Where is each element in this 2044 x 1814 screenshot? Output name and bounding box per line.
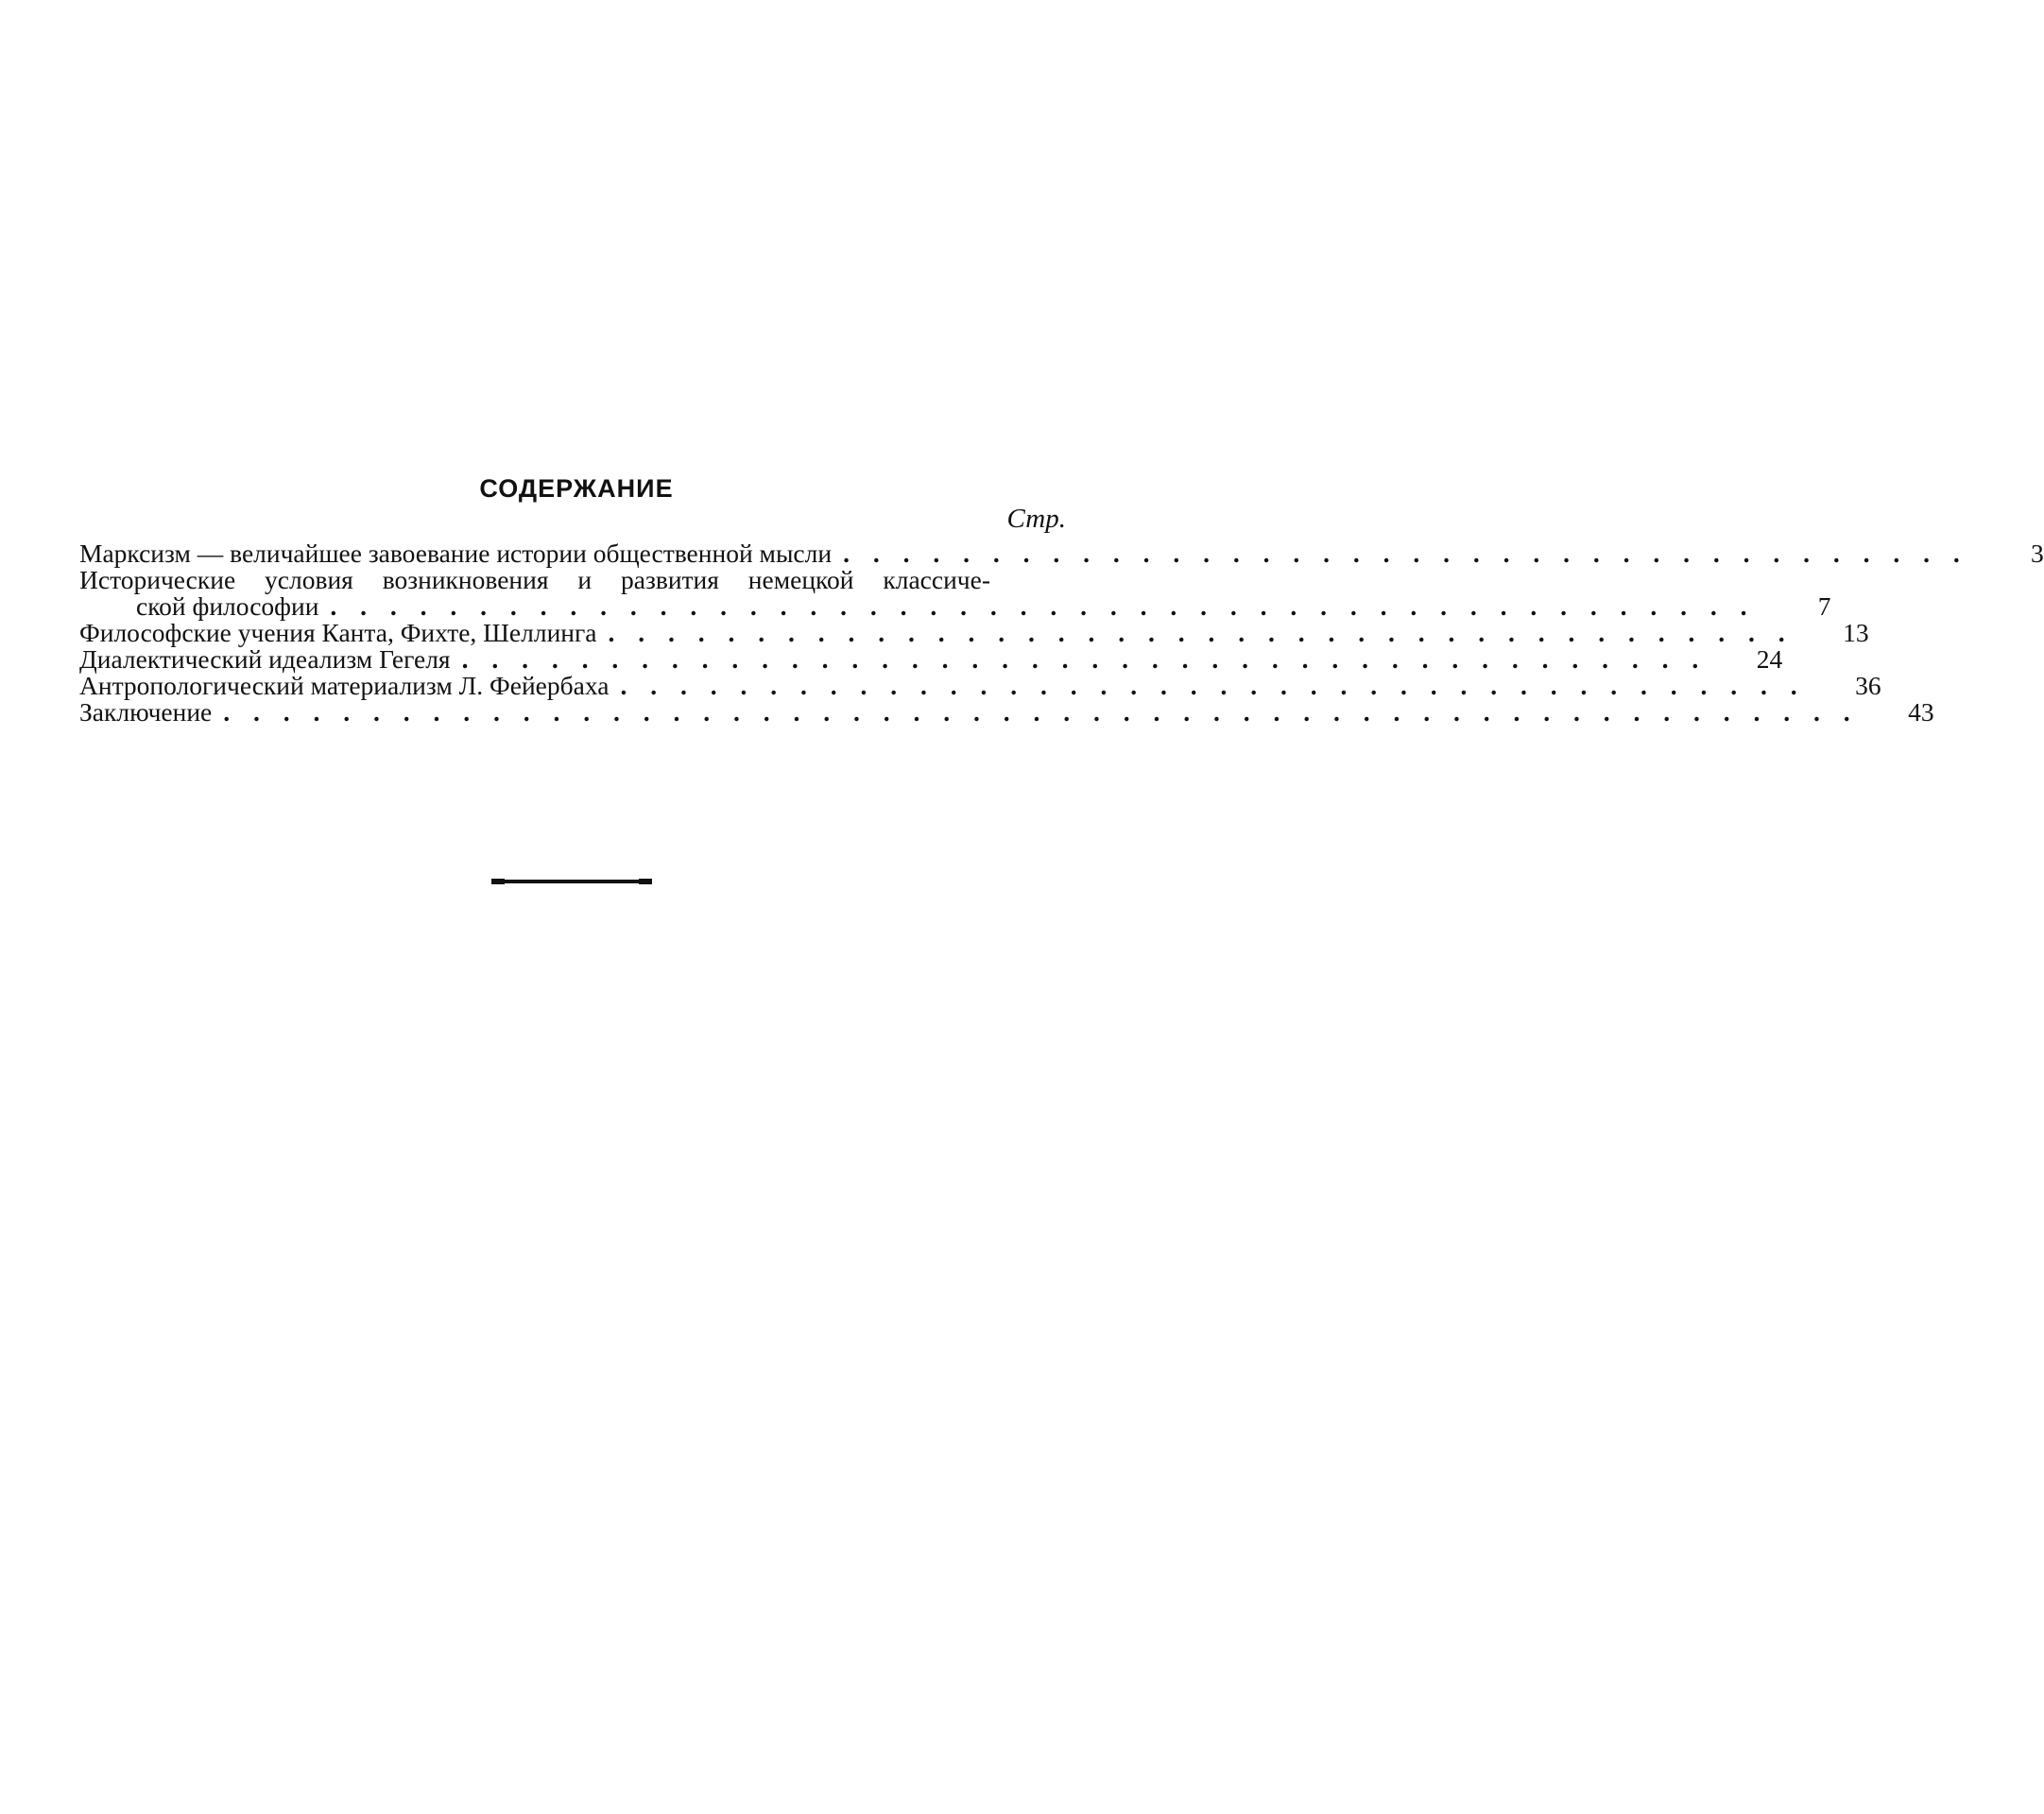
toc-entry-page: 3 (2030, 539, 2044, 568)
toc-entry-continuation (79, 591, 1831, 621)
toc-entry-page: 7 (1817, 591, 1831, 621)
toc-entry-page: 36 (1855, 671, 1881, 700)
toc-entry-title: Заключение (79, 697, 213, 727)
toc-entry (79, 697, 1934, 727)
toc-entry-page: 24 (1756, 644, 1783, 674)
toc-entry (79, 618, 1869, 647)
page-column-label: Стр. (1006, 504, 1066, 534)
dot-leader: . . . . . . . . . . . . . . . . . . . . . . . . . . . . . . . . . . . . . . . . (620, 671, 1806, 700)
toc-entry-page: 43 (1908, 697, 1934, 727)
table-of-contents (79, 539, 2044, 727)
toc-entry-title: Диалектический идеализм Гегеля (79, 644, 451, 674)
toc-entry-title: Исторические условия возникновения и развития немецкой классиче- (79, 565, 990, 594)
toc-entry (79, 644, 1783, 674)
dot-leader: . . . . . . . . . . . . . . . . . . . . . . . . . . . . . . . . . . . . . . (843, 539, 1968, 568)
toc-entry-title-continued: ской философии (136, 591, 319, 621)
toc-entry-title: Философские учения Канта, Фихте, Шеллинга (79, 618, 597, 647)
dot-leader: . . . . . . . . . . . . . . . . . . . . . . . . . . . . . . . . . . . . . . . . . . . . . . . . . . . . . . . (223, 697, 1859, 727)
toc-entry-page: 13 (1843, 618, 1869, 647)
toc-title: СОДЕРЖАНИЕ (479, 474, 674, 503)
toc-entry (79, 539, 2044, 568)
dot-leader: . . . . . . . . . . . . . . . . . . . . . . . . . . . . . . . . . . . . . . . . . . . . . . . . (330, 591, 1756, 621)
toc-entry-title: Антропологический материализм Л. Фейербаха (79, 671, 610, 700)
toc-entry (79, 671, 1881, 700)
ornamental-divider (491, 880, 652, 883)
toc-entry-title: Марксизм — величайшее завоевание истории общественной мысли (79, 539, 833, 568)
dot-leader: . . . . . . . . . . . . . . . . . . . . . . . . . . . . . . . . . . . . . . . . . . (461, 644, 1708, 674)
dot-leader: . . . . . . . . . . . . . . . . . . . . . . . . . . . . . . . . . . . . . . . . (608, 618, 1794, 647)
toc-entry (79, 567, 1066, 593)
